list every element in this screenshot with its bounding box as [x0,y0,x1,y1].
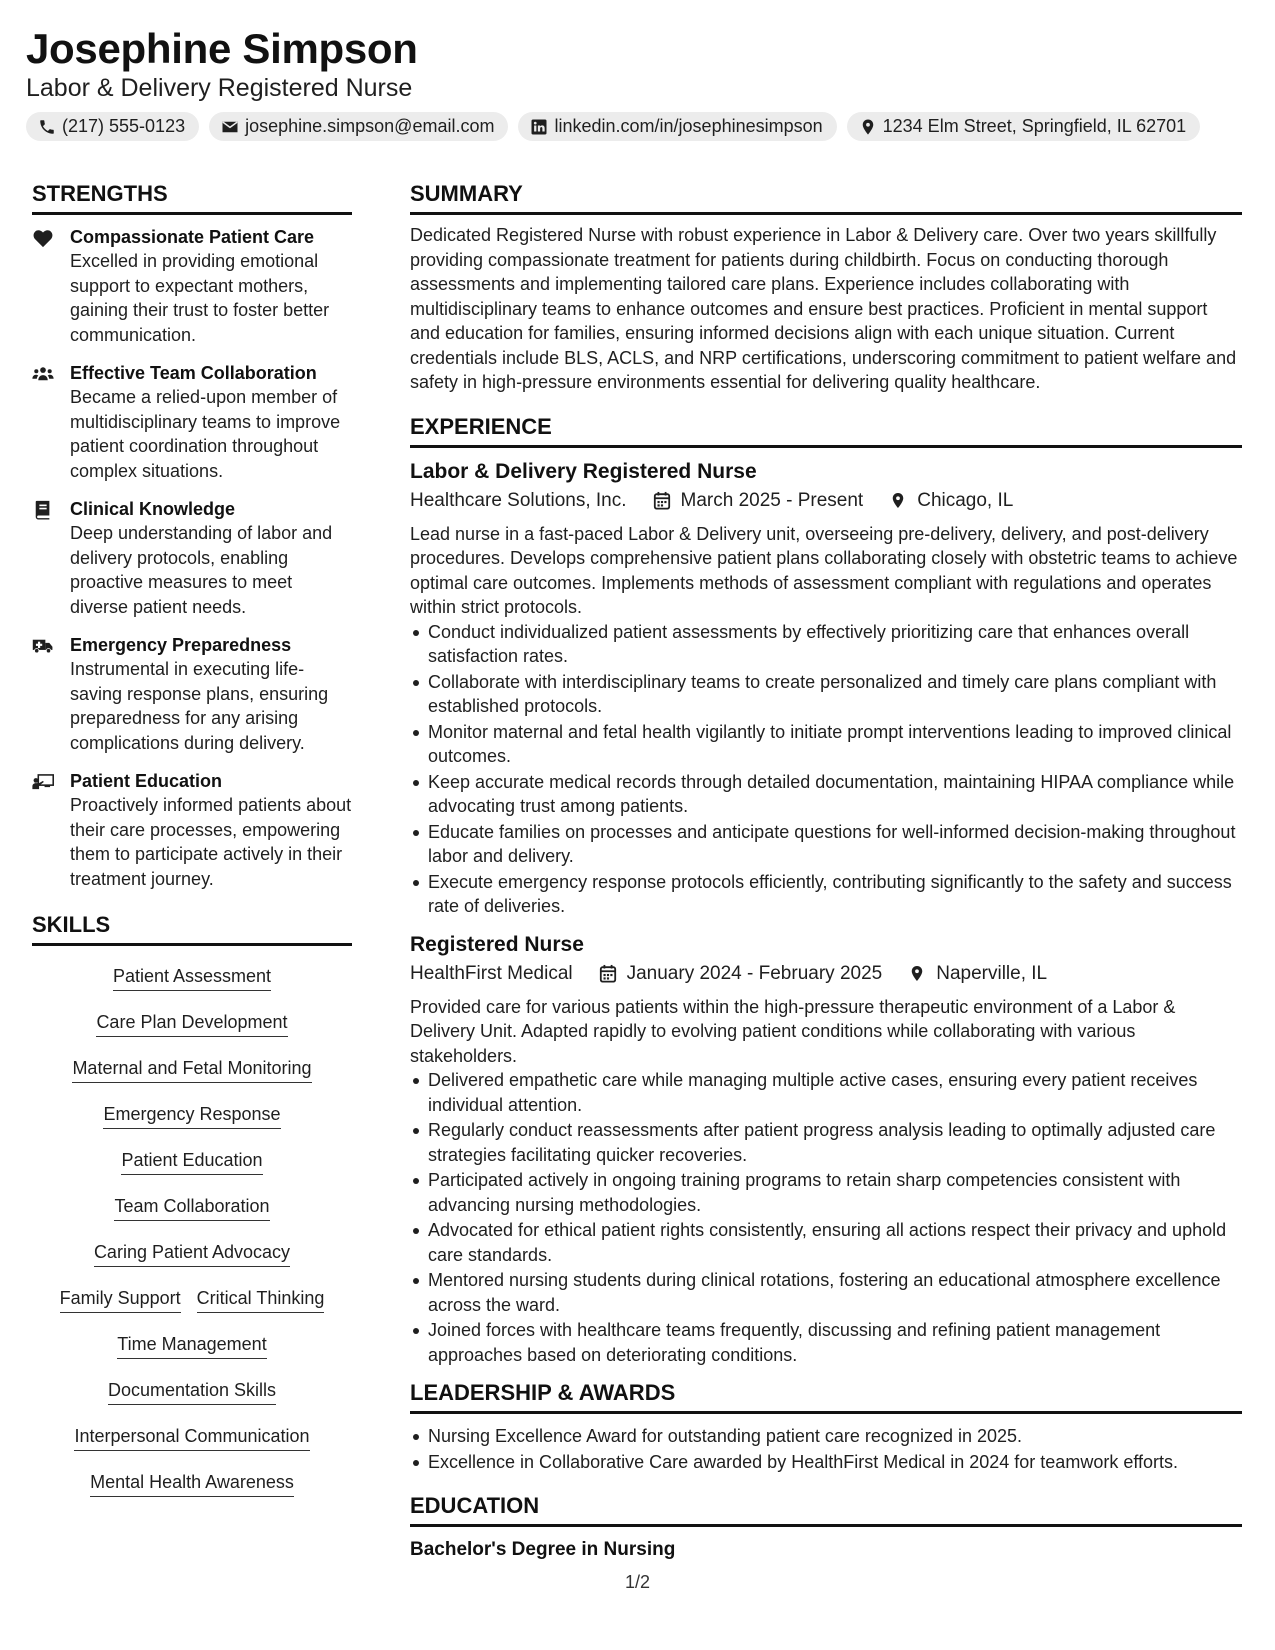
map-pin-icon [859,118,877,136]
left-column [32,180,352,1508]
job-title: Labor & Delivery Registered Nurse [410,459,757,483]
strength-desc: Instrumental in executing life-saving response plans, ensuring preparedness for any arising complications during delivery. [70,659,329,753]
book-icon [32,500,54,520]
skill-tag: Mental Health Awareness [90,1462,294,1497]
job-bullets [410,1068,1242,1367]
strength-desc: Proactively informed patients about their care processes, empowering them to participate actively in their treatment journey. [70,795,352,889]
skill-tag: Caring Patient Advocacy [94,1232,290,1267]
strength-item [32,225,352,347]
strength-desc: Excelled in providing emotional support to expectant mothers, gaining their trust to foster better communication. [70,251,330,345]
job-description: Lead nurse in a fast-paced Labor & Delivery unit, overseeing pre-delivery, delivery, and post-delivery procedures. Develops comprehensive patient plans collaborating closely with obstetric teams to achieve optimal care outcomes. Implements methods of assessment compliant with regulations and operates within strict protocols. [410,523,1238,617]
skills-list [32,956,352,1508]
job-meta [410,486,1242,516]
contact-linkedin[interactable] [518,112,836,141]
job-location: Naperville, IL [936,962,1048,984]
page-number: 1/2 [624,1572,651,1592]
list-item: Advocated for ethical patient rights consistently, ensuring all actions respect their privacy and uphold care standards. [410,1218,1242,1267]
job-company: Healthcare Solutions, Inc. [410,489,627,511]
list-item: Execute emergency response protocols efficiently, contributing significantly to the safety and success rate of deliveries. [410,870,1242,919]
strength-desc: Deep understanding of labor and delivery protocols, enabling proactive measures to meet diverse patient needs. [70,523,333,617]
skill-tag: Time Management [117,1324,266,1359]
email-text: josephine.simpson@email.com [245,116,495,136]
list-item: Participated actively in ongoing training programs to retain sharp competencies consistent with advancing nursing methodologies. [410,1168,1242,1217]
strengths-heading: STRENGTHS [32,180,352,215]
skill-tag: Interpersonal Communication [74,1416,309,1451]
strength-title: Patient Education [70,771,223,791]
experience-heading: EXPERIENCE [410,413,1242,448]
job-dates: January 2024 - February 2025 [626,962,883,984]
list-item: Delivered empathetic care while managing multiple active cases, ensuring every patient receives individual attention. [410,1068,1242,1117]
linkedin-icon [530,118,548,136]
strength-title: Effective Team Collaboration [70,363,317,383]
right-column [410,180,1242,1563]
skill-tag: Family Support [60,1278,181,1313]
job-entry [410,458,1242,919]
strength-desc: Became a relied-upon member of multidisciplinary teams to improve patient coordination throughout complex situations. [70,387,341,481]
list-item: Mentored nursing students during clinical rotations, fostering an educational atmosphere excellence across the ward. [410,1268,1242,1317]
education-heading: EDUCATION [410,1492,1242,1527]
awards-list [410,1424,1242,1474]
skill-tag: Team Collaboration [114,1186,269,1221]
contact-email[interactable] [209,112,508,141]
list-item: Conduct individualized patient assessments by effectively prioritizing care that enhances overall satisfaction rates. [410,620,1242,669]
summary-heading: SUMMARY [410,180,1242,215]
skill-tag: Maternal and Fetal Monitoring [72,1048,311,1083]
users-icon [32,364,54,384]
address-text: 1234 Elm Street, Springfield, IL 62701 [882,116,1187,136]
list-item: Educate families on processes and anticipate questions for well-informed decision-making throughout labor and delivery. [410,820,1242,869]
strength-item [32,497,352,619]
calendar-icon [599,964,617,983]
skill-tag: Patient Education [121,1140,262,1175]
strength-title: Emergency Preparedness [70,635,292,655]
skill-tag: Critical Thinking [197,1278,325,1313]
strength-item [32,769,352,891]
education-degree: Bachelor's Degree in Nursing [410,1539,676,1560]
skills-heading: SKILLS [32,911,352,946]
skill-tag: Documentation Skills [108,1370,276,1405]
list-item: Joined forces with healthcare teams frequently, discussing and refining patient management approaches based on deteriorating conditions. [410,1318,1242,1367]
map-pin-icon [908,964,926,983]
resume-header [26,24,1251,141]
strength-item [32,361,352,483]
calendar-icon [653,491,671,510]
list-item: Regularly conduct reassessments after patient progress analysis leading to optimally adjusted care strategies facilitating quicker recoveries. [410,1118,1242,1167]
skill-tag: Care Plan Development [96,1002,287,1037]
candidate-role: Labor & Delivery Registered Nurse [26,74,413,102]
job-bullets [410,620,1242,919]
job-dates: March 2025 - Present [680,489,864,511]
list-item: Nursing Excellence Award for outstanding patient care recognized in 2025. [410,1424,1242,1449]
strength-title: Clinical Knowledge [70,499,236,519]
job-meta [410,959,1242,989]
envelope-icon [221,118,239,136]
skill-tag: Patient Assessment [113,956,271,991]
ambulance-icon [32,636,54,656]
job-location: Chicago, IL [917,489,1014,511]
list-item: Collaborate with interdisciplinary teams to create personalized and timely care plans compliant with established protocols. [410,670,1242,719]
heart-icon [32,228,54,248]
contact-phone[interactable] [26,112,199,141]
linkedin-text: linkedin.com/in/josephinesimpson [554,116,823,136]
job-description: Provided care for various patients within the high-pressure therapeutic environment of a Labor & Delivery Unit. Adapted rapidly to evolving patient conditions while collaborating with various stakeholders. [410,996,1176,1066]
job-entry [410,931,1242,1368]
skill-tag: Emergency Response [103,1094,280,1129]
summary-text: Dedicated Registered Nurse with robust experience in Labor & Delivery care. Over two years skillfully providing compassionate treatment for patients during childbirth. Focus on conducting thorough assessments and implementing tailored care plans. Experience includes collaborating with multidisciplinary teams to enhance outcomes and ensure best practices. Proficient in mental support and education for families, ensuring informed decisions align with each unique situation. Current credentials include BLS, ACLS, and NRP certifications, underscoring commitment to patient welfare and safety in high-pressure environments essential for delivering quality healthcare. [410,225,1237,392]
phone-text: (217) 555-0123 [62,116,186,136]
awards-heading: LEADERSHIP & AWARDS [410,1379,1242,1414]
contact-address [847,112,1201,141]
candidate-name: Josephine Simpson [26,25,418,72]
list-item: Keep accurate medical records through detailed documentation, maintaining HIPAA compliance while advocating trust among patients. [410,770,1242,819]
list-item: Monitor maternal and fetal health vigilantly to initiate prompt interventions leading to improved clinical outcomes. [410,720,1242,769]
teacher-icon [32,772,54,792]
contact-bar [26,112,1251,141]
list-item: Excellence in Collaborative Care awarded by HealthFirst Medical in 2024 for teamwork efforts. [410,1450,1242,1475]
map-pin-icon [889,491,907,510]
strength-title: Compassionate Patient Care [70,227,315,247]
strength-item [32,633,352,755]
job-company: HealthFirst Medical [410,962,573,984]
job-title: Registered Nurse [410,932,584,956]
phone-icon [38,118,56,136]
